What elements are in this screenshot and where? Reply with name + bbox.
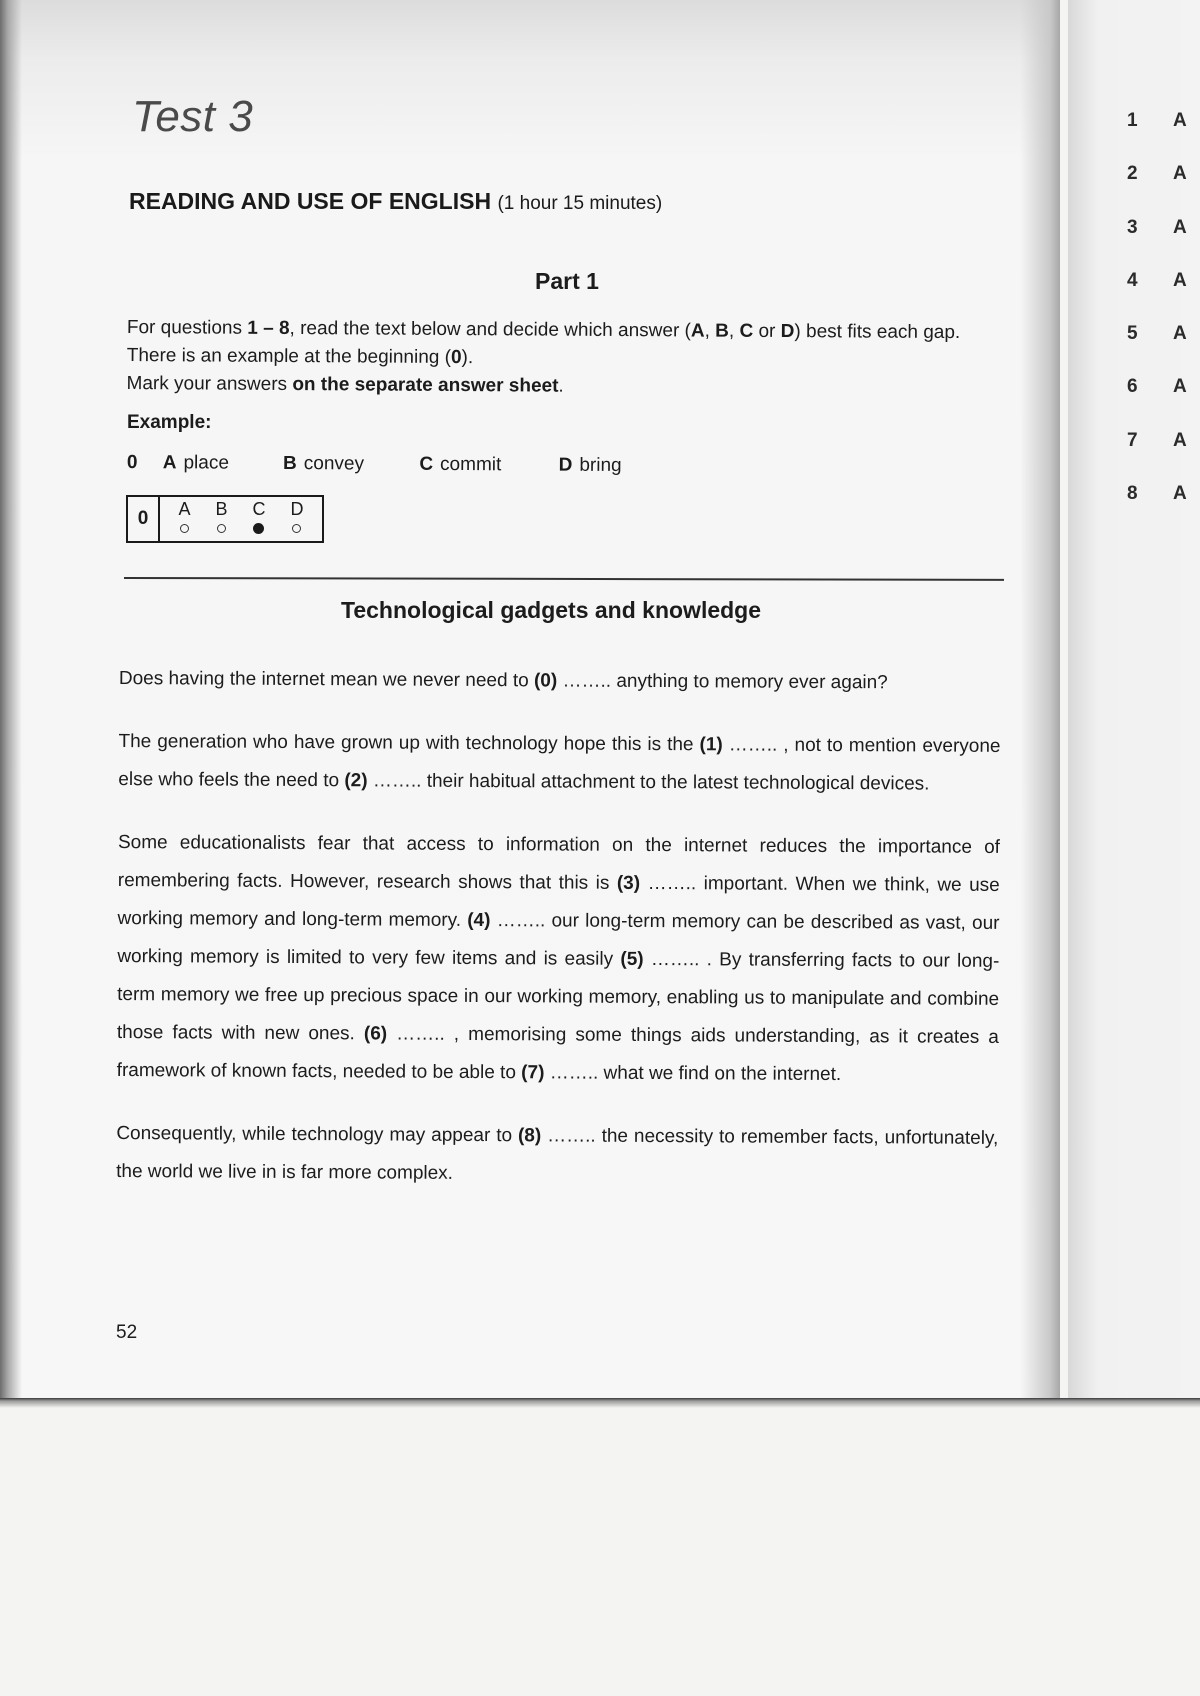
answer-question-number: 3 [1127, 216, 1138, 238]
bubble-letter: D [290, 499, 304, 519]
gap-3: (3) [616, 872, 641, 894]
example-option-b [283, 453, 414, 476]
gap-6: (6) [363, 1023, 388, 1045]
gap-1: (1) [699, 734, 723, 756]
test-title: Test 3 [132, 92, 254, 141]
gap-7: (7) [521, 1062, 545, 1084]
instr-text: , [704, 320, 716, 342]
answer-row [1127, 110, 1200, 163]
answer-question-number: 6 [1127, 376, 1138, 398]
answer-bubble-c [253, 523, 264, 534]
section-divider [124, 577, 1004, 581]
section-duration: (1 hour 15 minutes) [497, 193, 663, 214]
text-run: …….. , not to mention everyone else who feels the need to [118, 734, 1001, 792]
page-number: 52 [116, 1322, 138, 1343]
instr-text: ). [461, 347, 474, 369]
answer-letter: A [1173, 216, 1187, 238]
bubble-column-b [215, 500, 227, 541]
bubble-letter: B [215, 499, 228, 519]
example-number: 0 [126, 452, 138, 474]
option-word: commit [440, 453, 502, 476]
text-run: Consequently, while technology may appear to [116, 1122, 519, 1147]
text-run: …….. anything to memory ever again? [557, 670, 888, 694]
answer-letter: A [1173, 483, 1187, 505]
answer-row [1127, 323, 1200, 376]
option-letter: B [283, 452, 297, 475]
paragraph-3 [117, 824, 1000, 1095]
instr-text: Mark your answers [126, 372, 293, 396]
answer-sheet-note: on the separate answer sheet [292, 374, 559, 397]
gap-0: (0) [533, 670, 558, 692]
answer-row [1127, 483, 1200, 536]
answer-box-number: 0 [128, 497, 160, 541]
gap-4: (4) [467, 909, 491, 932]
text-run: The generation who have grown up with technology hope this is the [118, 730, 700, 756]
text-run: …….. important. When we think, we use working memory and long-term memory. [117, 872, 1000, 931]
answer-key-column [1127, 110, 1200, 536]
paragraph-2 [118, 723, 1000, 804]
answer-row [1127, 163, 1200, 216]
option-letter: A [162, 452, 177, 474]
part-heading: Part 1 [535, 268, 599, 294]
bubble-letter: C [252, 499, 266, 519]
answer-question-number: 4 [1127, 269, 1138, 291]
gap-2: (2) [344, 770, 368, 792]
text-run: …….. what we find on the internet. [544, 1062, 842, 1086]
option-word: bring [579, 454, 622, 477]
answer-question-number: 2 [1127, 163, 1138, 185]
answer-bubble-d [292, 524, 301, 533]
bubble-column-d [290, 500, 303, 541]
page-gutter-shadow [1020, 0, 1060, 1398]
instructions [126, 314, 1026, 403]
answer-question-number: 1 [1127, 110, 1138, 131]
instr-text: , read the text below and decide which answer ( [289, 317, 691, 342]
text-run: …….. the necessity to remember facts, unfortunately, the world we live in is far more complex. [116, 1125, 999, 1184]
paragraph-4 [116, 1115, 998, 1196]
example-answer-box [126, 495, 324, 543]
option-word: place [183, 452, 230, 474]
answer-row [1127, 430, 1200, 483]
text-run: …….. our long-term memory can be described as vast, our working memory is limited to very few items and is easily [117, 910, 1000, 970]
text-run: …….. , memorising some things aids understanding, as it creates a framework of known facts, needed to be able to [116, 1023, 999, 1084]
instr-text: ) best fits each gap. [794, 321, 961, 344]
text-run: …….. . By transferring facts to our long-term memory we free up precious space in our working memory, enabling us to manipulate and combine those facts with new ones. [116, 948, 1000, 1045]
bubble-column-c [252, 500, 265, 541]
option-letter: D [780, 320, 795, 343]
answer-letter: A [1173, 269, 1187, 291]
answer-letter: A [1173, 323, 1187, 345]
answer-letter: A [1173, 110, 1187, 131]
instr-text: For questions [126, 316, 248, 339]
instr-text: , [728, 320, 740, 342]
answer-bubble-b [217, 524, 226, 533]
option-word: convey [303, 453, 365, 475]
answer-bubble-a [180, 524, 189, 533]
example-options [127, 452, 622, 477]
reading-text [116, 660, 1001, 1196]
text-title: Technological gadgets and knowledge [341, 597, 762, 623]
answer-question-number: 8 [1127, 483, 1138, 505]
answer-letter: A [1173, 376, 1187, 398]
answer-question-number: 5 [1127, 323, 1138, 345]
answer-row [1127, 217, 1200, 270]
instr-text: There is an example at the beginning ( [126, 344, 452, 368]
instructions-line-3 [126, 370, 1026, 403]
example-option-a [163, 452, 278, 475]
answer-letter: A [1173, 429, 1187, 451]
answer-bubbles [160, 497, 322, 541]
option-letter: D [558, 454, 573, 476]
example-option-d [559, 455, 622, 477]
answer-row [1127, 376, 1200, 429]
option-letter: C [739, 320, 754, 342]
text-run: Does having the internet mean we never need to [118, 667, 535, 692]
bubble-column-a [178, 500, 190, 541]
answer-letter: A [1173, 163, 1187, 185]
page-bottom-edge [0, 1398, 1200, 1408]
page-binding-shadow [0, 0, 22, 1398]
option-letter: A [690, 320, 705, 342]
option-letter: B [715, 320, 730, 342]
gap-5: (5) [620, 948, 644, 970]
bubble-letter: A [178, 499, 191, 519]
gap-8: (8) [517, 1125, 542, 1147]
example-ref: 0 [450, 346, 462, 369]
question-range: 1 – 8 [247, 317, 290, 339]
text-run: Some educationalists fear that access to information on the internet reduces the importance of remembering facts. However, research shows that this is [117, 831, 1001, 894]
instr-text: or [753, 320, 781, 342]
example-option-c [419, 454, 553, 477]
paragraph-1 [119, 660, 1001, 703]
answer-row [1127, 270, 1200, 323]
text-run: …….. their habitual attachment to the latest technological devices. [367, 770, 930, 795]
section-heading [129, 188, 662, 215]
answer-question-number: 7 [1127, 429, 1138, 451]
option-letter: C [419, 453, 434, 475]
section-title: READING AND USE OF ENGLISH [129, 188, 492, 214]
example-label: Example: [127, 412, 212, 433]
instr-text: . [558, 375, 564, 397]
